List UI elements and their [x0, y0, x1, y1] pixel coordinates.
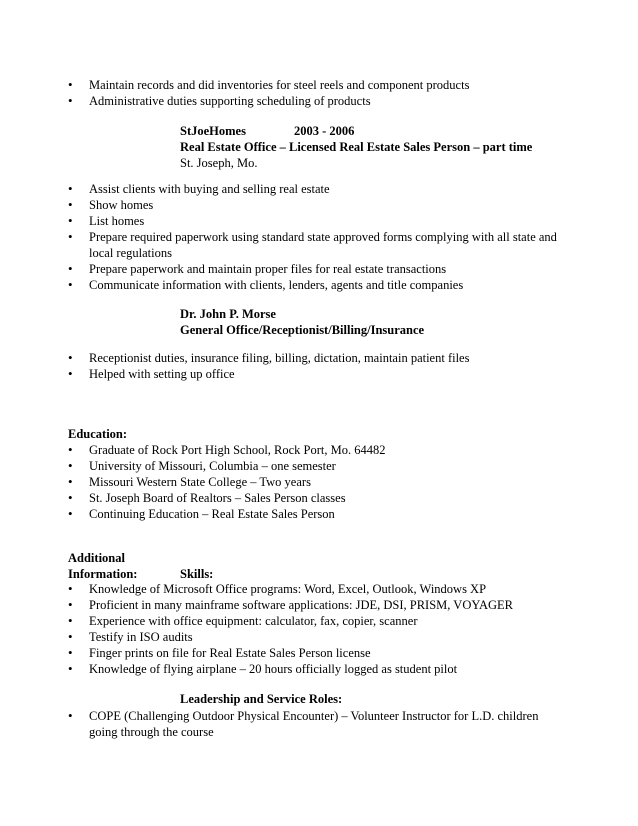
list-item: • COPE (Challenging Outdoor Physical Encounter) – Volunteer Instructor for L.D. children going through the course: [68, 708, 568, 740]
stjoe-years: 2003 - 2006: [294, 124, 355, 138]
skills-label: Skills:: [180, 567, 214, 581]
stjoe-location: St. Joseph, Mo.: [180, 156, 258, 170]
list-item: • Receptionist duties, insurance filing, billing, dictation, maintain patient files: [68, 350, 568, 366]
list-item: • Missouri Western State College – Two years: [68, 474, 568, 490]
list-item: • Prepare required paperwork using standard state approved forms complying with all state and local regulations: [68, 229, 568, 261]
list-item: • Experience with office equipment: calculator, fax, copier, scanner: [68, 613, 568, 629]
list-item: • University of Missouri, Columbia – one semester: [68, 458, 568, 474]
list-item: • Knowledge of Microsoft Office programs: Word, Excel, Outlook, Windows XP: [68, 581, 568, 597]
skills-list: [68, 581, 568, 677]
morse-job-header: [180, 306, 600, 338]
stjoe-job-header: [180, 123, 600, 171]
morse-employer: Dr. John P. Morse: [180, 307, 276, 321]
education-heading: Education:: [68, 427, 128, 441]
list-item: • Administrative duties supporting scheduling of products: [68, 93, 568, 109]
list-item: • Helped with setting up office: [68, 366, 568, 382]
list-item: • Finger prints on file for Real Estate Sales Person license: [68, 645, 568, 661]
list-item: • Graduate of Rock Port High School, Rock Port, Mo. 64482: [68, 442, 568, 458]
list-item: • Proficient in many mainframe software applications: JDE, DSI, PRISM, VOYAGER: [68, 597, 568, 613]
list-item: • Prepare paperwork and maintain proper files for real estate transactions: [68, 261, 568, 277]
additional-heading: Additional: [68, 551, 125, 565]
list-item: • St. Joseph Board of Realtors – Sales Person classes: [68, 490, 568, 506]
stjoe-title: Real Estate Office – Licensed Real Estate Sales Person – part time: [180, 140, 533, 154]
list-item: • Show homes: [68, 197, 568, 213]
list-item: • Continuing Education – Real Estate Sales Person: [68, 506, 568, 522]
morse-duties-list: [68, 350, 568, 382]
list-item: • Testify in ISO audits: [68, 629, 568, 645]
list-item: • Knowledge of flying airplane – 20 hours officially logged as student pilot: [68, 661, 568, 677]
list-item: • Communicate information with clients, lenders, agents and title companies: [68, 277, 568, 293]
stjoe-duties-list: [68, 181, 568, 293]
morse-title: General Office/Receptionist/Billing/Insurance: [180, 323, 425, 337]
additional-skills-row: [68, 566, 213, 582]
list-item: • List homes: [68, 213, 568, 229]
education-list: [68, 442, 568, 522]
list-item: • Assist clients with buying and selling real estate: [68, 181, 568, 197]
leadership-heading: Leadership and Service Roles:: [180, 692, 343, 706]
stjoe-company: StJoeHomes: [180, 124, 246, 138]
leadership-list: [68, 708, 568, 740]
information-heading: Information:: [68, 567, 138, 581]
list-item: • Maintain records and did inventories for steel reels and component products: [68, 77, 568, 93]
top-duties-list: [68, 77, 568, 109]
